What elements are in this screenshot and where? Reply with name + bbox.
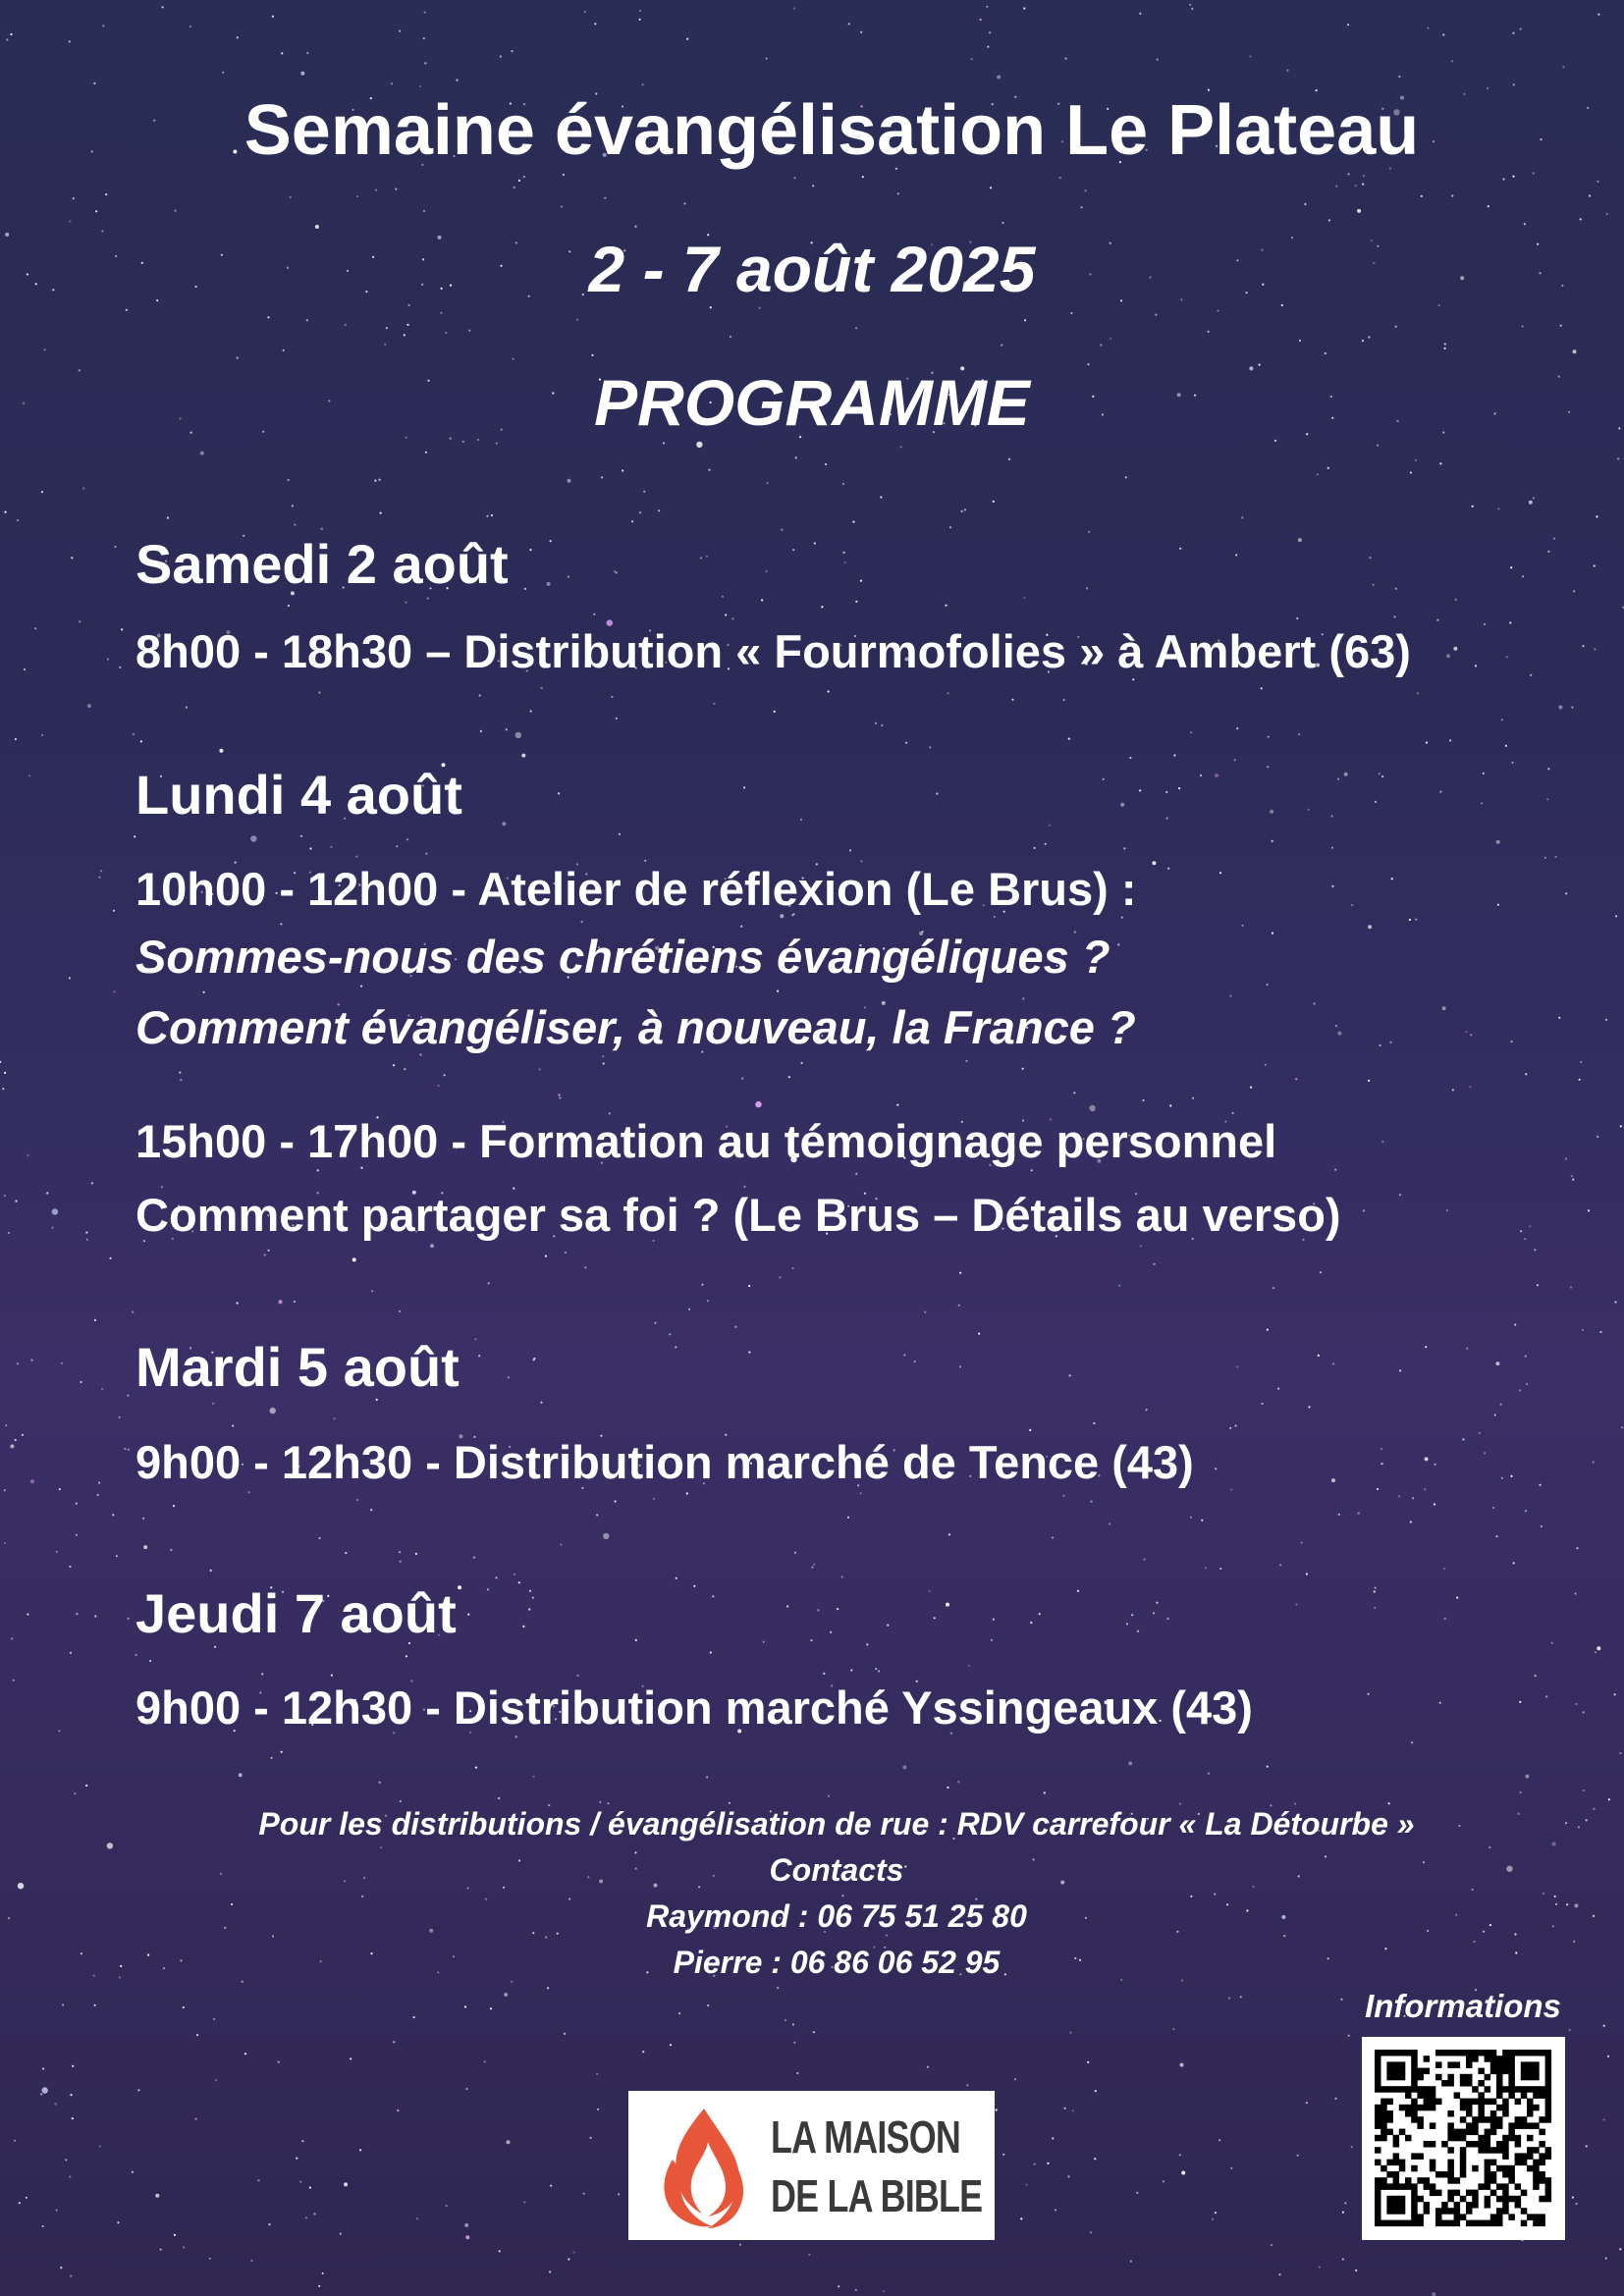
- page-title: Semaine évangélisation Le Plateau: [244, 91, 1420, 170]
- rdv-note: Pour les distributions / évangélisation de rue : RDV carrefour « La Détourbe »: [258, 1806, 1415, 1842]
- flame-icon: [643, 2091, 761, 2240]
- day-heading-monday: Lundi 4 août: [135, 764, 462, 826]
- contact-raymond: Raymond : 06 75 51 25 80: [646, 1898, 1027, 1934]
- schedule-line: 15h00 - 17h00 - Formation au témoignage personnel: [135, 1115, 1277, 1167]
- day-heading-saturday: Samedi 2 août: [135, 533, 509, 595]
- workshop-question: Comment évangéliser, à nouveau, la France ?: [135, 1001, 1136, 1053]
- logo-line-2: DE LA BIBLE: [771, 2170, 983, 2221]
- schedule-line: 9h00 - 12h30 - Distribution marché de Tence (43): [135, 1436, 1194, 1488]
- qr-code-icon: [1362, 2037, 1565, 2240]
- day-heading-thursday: Jeudi 7 août: [135, 1582, 457, 1644]
- schedule-line: Comment partager sa foi ? (Le Brus – Détails au verso): [135, 1189, 1341, 1241]
- qr-code[interactable]: [1362, 2037, 1565, 2240]
- day-heading-tuesday: Mardi 5 août: [135, 1336, 460, 1398]
- event-dates: 2 - 7 août 2025: [588, 233, 1036, 305]
- maison-de-la-bible-logo: [628, 2091, 995, 2240]
- program-heading: PROGRAMME: [594, 366, 1030, 439]
- schedule-line: 8h00 - 18h30 – Distribution « Fourmofolies » à Ambert (63): [135, 625, 1411, 677]
- informations-label: Informations: [1365, 1988, 1561, 2024]
- schedule-line: 10h00 - 12h00 - Atelier de réflexion (Le Brus) :: [135, 863, 1137, 915]
- workshop-question: Sommes-nous des chrétiens évangéliques ?: [135, 931, 1110, 983]
- contact-pierre: Pierre : 06 86 06 52 95: [673, 1945, 1001, 1980]
- contacts-label: Contacts: [769, 1852, 904, 1888]
- logo-line-1: LA MAISON: [771, 2111, 960, 2163]
- schedule-line: 9h00 - 12h30 - Distribution marché Yssingeaux (43): [135, 1682, 1253, 1734]
